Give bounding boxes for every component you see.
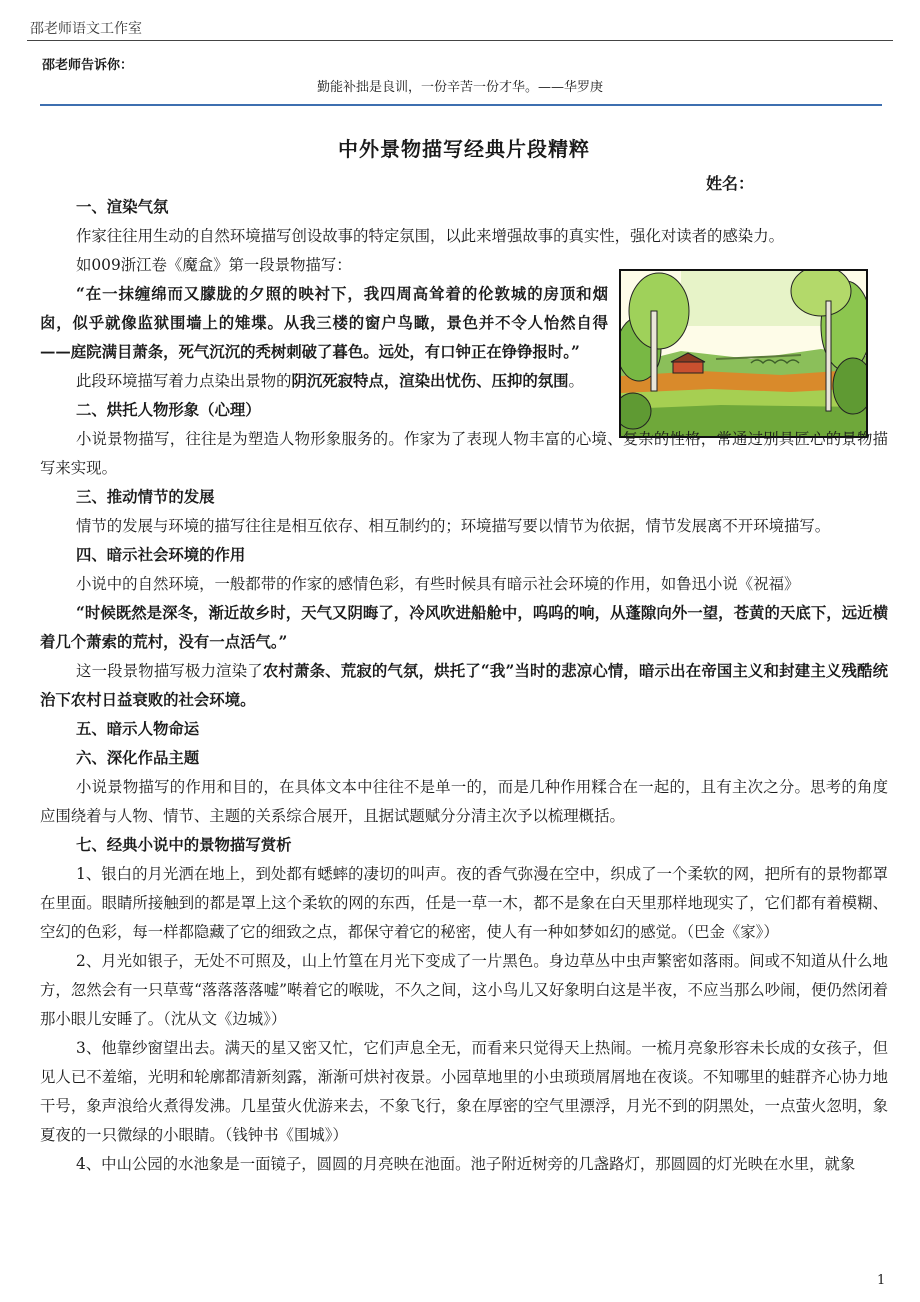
quote-paragraph: “在一抹缠绵而又朦胧的夕照的映衬下，我四周高耸着的伦敦城的房顶和烟囱，似乎就像监狱围墙上的雉堞。从我三楼的窗户鸟瞰，景色并不令人怡然自得——庭院满目萧条，死气沉沉的秃树刺破了暮色。远处，有口钟正在铮铮报时。”	[40, 285, 608, 361]
document-body	[40, 193, 888, 1179]
paragraph: 情节的发展与环境的描写往往是相互依存、相互制约的；环境描写要以情节为依据，情节发展离不开环境描写。	[76, 517, 831, 535]
paragraph: 小说景物描写，往往是为塑造人物形象服务的。作家为了表现人物丰富的心境、复杂的性格，常通过别具匠心的景物描写来实现。	[40, 430, 888, 477]
excerpt-item: 4、中山公园的水池象是一面镜子，圆圆的月亮映在池面。池子附近树旁的几盏路灯，那圆圆的灯光映在水里，就象	[76, 1155, 856, 1173]
analysis-text: 此段环境描写着力点染出景物的	[76, 372, 292, 390]
section-heading: 七、经典小说中的景物描写赏析	[76, 836, 292, 854]
header-divider	[27, 40, 893, 41]
analysis-paragraph	[40, 367, 608, 396]
excerpt-item: 2、月光如银子，无处不可照及，山上竹篁在月光下变成了一片黑色。身边草丛中虫声繁密如落雨。间或不知道从什么地方，忽然会有一只草莺“落落落落嘘”啭着它的喉咙，不久之间，这小鸟儿又好象明白这是半夜，不应当那么吵闹，便仍然闭着那小眼儿安睡了。（沈从文《边城》）	[40, 952, 888, 1028]
analysis-text: 。	[568, 372, 584, 390]
analysis-emphasis: 阴沉死寂特点，渲染出忧伤、压抑的氛围	[291, 372, 569, 390]
blue-divider	[40, 104, 882, 106]
section-heading: 三、推动情节的发展	[76, 488, 215, 506]
analysis-text: 这一段景物描写极力渲染了	[76, 662, 263, 680]
section-heading: 五、暗示人物命运	[76, 720, 200, 738]
section-heading: 二、烘托人物形象（心理）	[76, 401, 261, 419]
paragraph: 小说中的自然环境，一般都带的作家的感情色彩，有些时候具有暗示社会环境的作用，如鲁迅小说《祝福》	[76, 575, 800, 593]
page-number: 1	[877, 1273, 886, 1288]
section-heading: 六、深化作品主题	[76, 749, 200, 767]
excerpt-item: 3、他靠纱窗望出去。满天的星又密又忙，它们声息全无，而看来只觉得天上热闹。一梳月亮象形容未长成的女孩子，但见人已不羞缩，光明和轮廓都清新刻露，渐渐可烘衬夜景。小园草地里的小虫琐琐屑屑地在夜谈。不知哪里的蛙群齐心协力地干号，象声浪给火煮得发沸。几星萤火优游来去，不象飞行，象在厚密的空气里漂浮，月光不到的阴黑处，一点萤火忽明，象夏夜的一只微绿的小眼睛。（钱钟书《围城》）	[40, 1039, 888, 1144]
section-heading: 四、暗示社会环境的作用	[76, 546, 246, 564]
section-heading: 一、渲染气氛	[76, 198, 169, 216]
name-field-label: 姓名：	[706, 174, 755, 193]
paragraph: 如009浙江卷《魔盒》第一段景物描写：	[76, 256, 352, 274]
paragraph: 作家往往用生动的自然环境描写创设故事的特定氛围，以此来增强故事的真实性，强化对读者的感染力。	[76, 227, 784, 245]
paragraph: 小说景物描写的作用和目的，在具体文本中往往不是单一的，而是几种作用糅合在一起的，且有主次之分。思考的角度应围绕着与人物、情节、主题的关系综合展开，且据试题赋分分清主次予以梳理概括。	[40, 778, 888, 825]
motto-quote: 勤能补拙是良训，一份辛苦一份才华。——华罗庚	[316, 80, 603, 95]
document-title: 中外景物描写经典片段精粹	[338, 137, 590, 161]
excerpt-item: 1、银白的月光洒在地上，到处都有蟋蟀的凄切的叫声。夜的香气弥漫在空中，织成了一个柔软的网，把所有的景物都罩在里面。眼睛所接触到的都是罩上这个柔软的网的东西，任是一草一木，都不是象在白天里那样地现实了，它们都有着模糊、空幻的色彩，每一样都隐藏了它的细致之点，都保守着它的秘密，使人有一种如梦如幻的感觉。（巴金《家》）	[40, 865, 888, 941]
analysis-paragraph	[40, 657, 888, 715]
tip-label: 邵老师告诉你：	[42, 58, 134, 73]
analysis-emphasis: 农村萧条、荒寂的气氛，烘托了“我”当时的悲凉心情，暗示出在帝国主义和封建主义残酷统治下农村日益衰败的社会环境。	[40, 662, 888, 709]
header-studio-name: 邵老师语文工作室	[30, 21, 142, 37]
quote-paragraph: “时候既然是深冬，渐近故乡时，天气又阴晦了，冷风吹进船舱中，呜呜的响，从蓬隙向外一望，苍黄的天底下，远近横着几个萧索的荒村，没有一点活气。”	[40, 604, 888, 651]
